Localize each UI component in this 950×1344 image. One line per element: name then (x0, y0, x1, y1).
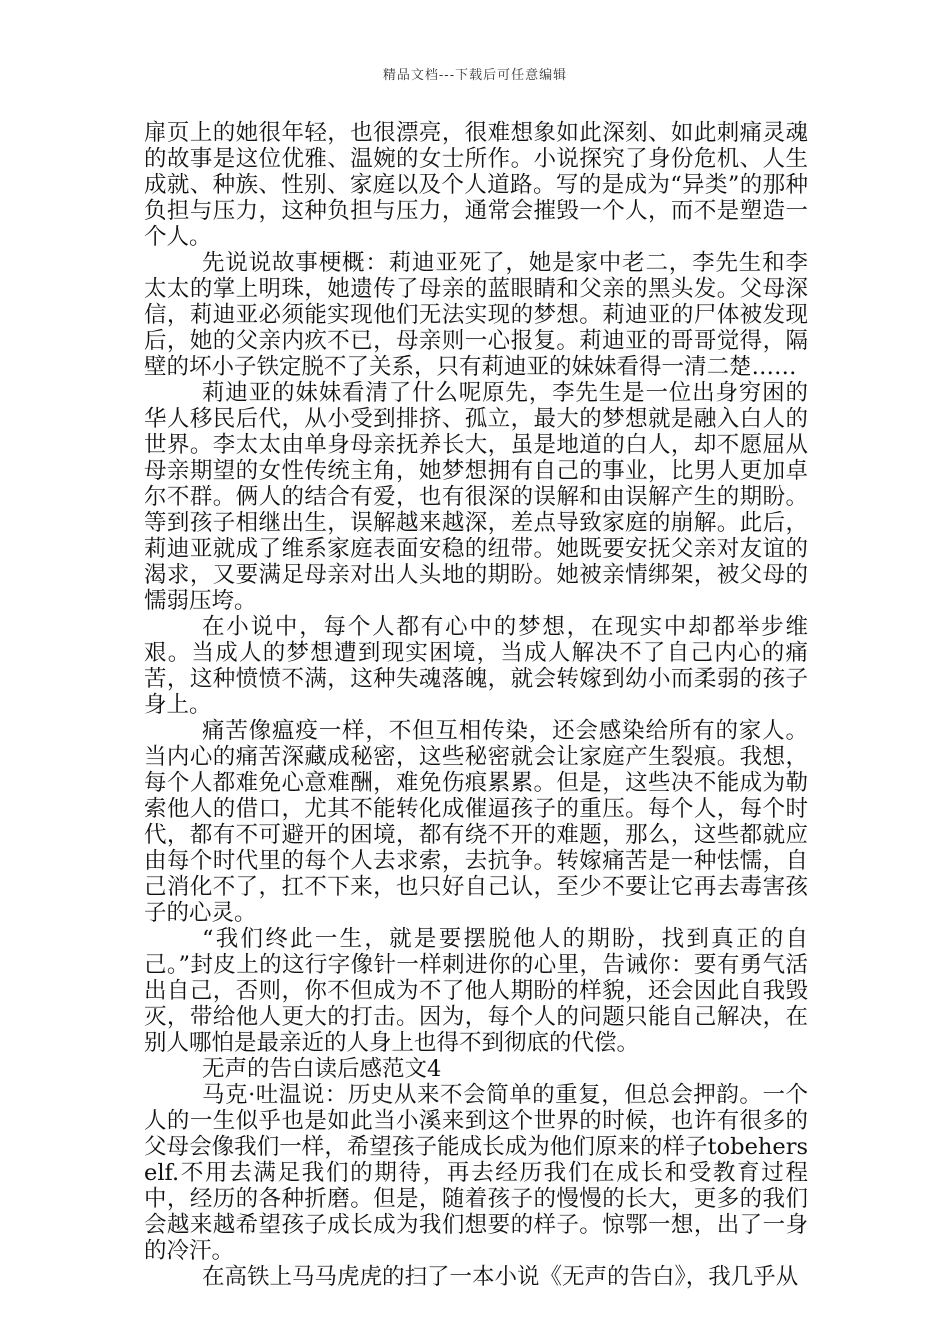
paragraph-5: 痛苦像瘟疫一样，不但互相传染，还会感染给所有的家人。当内心的痛苦深藏成秘密，这些秘密就会让家庭产生裂痕。我想，每个人都难免心意难酬，难免伤痕累累。但是，这些决不能成为勒索他人的借口，尤其不能转化成催逼孩子的重压。每个人，每个时代，都有不可避开的困境，都有绕不开的难题，那么，这些都就应由每个时代里的每个人去求索，去抗争。转嫁痛苦是一种怯懦，自己消化不了，扛不下来，也只好自己认，至少不要让它再去毒害孩子的心灵。 (144, 718, 808, 926)
paragraph-8: 在高铁上马马虎虎的扫了一本小说《无声的告白》，我几乎从 (202, 1264, 799, 1290)
paragraph-7: 马克·吐温说：历史从来不会简单的重复，但总会押韵。一个人的一生似乎也是如此当小溪来到这个世界的时候，也许有很多的父母会像我们一样，希望孩子能成长成为他们原来的样子tobeherself.不用去满足我们的期待，再去经历我们在成长和受教育过程中，经历的各种折磨。但是，随着孩子的慢慢的长大，更多的我们会越来越希望孩子成长成为我们想要的样子。惊鄂一想，出了一身的冷汗。 (144, 1082, 808, 1264)
paragraph-3: 莉迪亚的妹妹看清了什么呢原先，李先生是一位出身穷困的华人移民后代，从小受到排挤、孤立，最大的梦想就是融入白人的世界。李太太由单身母亲抚养长大，虽是地道的白人，却不愿屈从母亲期望的女性传统主角，她梦想拥有自己的事业，比男人更加卓尔不群。俩人的结合有爱，也有很深的误解和由误解产生的期盼。等到孩子相继出生，误解越来越深，差点导致家庭的崩解。此后，莉迪亚就成了维系家庭表面安稳的纽带。她既要安抚父亲对友谊的渴求，又要满足母亲对出人头地的期盼。她被亲情绑架，被父母的懦弱压垮。 (144, 380, 808, 614)
paragraph-6: “我们终此一生，就是要摆脱他人的期盼，找到真正的自己。”封皮上的这行字像针一样刺进你的心里，告诫你：要有勇气活出自己，否则，你不但成为不了他人期盼的样貌，还会因此自我毁灭，带给他人更大的打击。因为，每个人的问题只能自己解决，在别人哪怕是最亲近的人身上也得不到彻底的代偿。 (144, 926, 808, 1056)
paragraph-2: 先说说故事梗概：莉迪亚死了，她是家中老二，李先生和李太太的掌上明珠，她遗传了母亲的蓝眼睛和父亲的黑头发。父母深信，莉迪亚必须能实现他们无法实现的梦想。莉迪亚的尸体被发现后，她的父亲内疚不已，母亲则一心报复。莉迪亚的哥哥觉得，隔壁的坏小子铁定脱不了关系，只有莉迪亚的妹妹看得一清二楚…… (144, 250, 808, 380)
section-heading: 无声的告白读后感范文4 (202, 1056, 442, 1082)
page-header: 精品文档---下载后可任意编辑 (382, 68, 568, 83)
document-body (144, 120, 808, 1290)
paragraph-4: 在小说中，每个人都有心中的梦想，在现实中却都举步维艰。当成人的梦想遭到现实困境，当成人解决不了自己内心的痛苦，这种愤愤不满，这种失魂落魄，就会转嫁到幼小而柔弱的孩子身上。 (144, 614, 808, 718)
paragraph-1: 扉页上的她很年轻，也很漂亮，很难想象如此深刻、如此刺痛灵魂的故事是这位优雅、温婉的女士所作。小说探究了身份危机、人生成就、种族、性别、家庭以及个人道路。写的是成为“异类”的那种负担与压力，这种负担与压力，通常会摧毁一个人，而不是塑造一个人。 (144, 120, 808, 250)
